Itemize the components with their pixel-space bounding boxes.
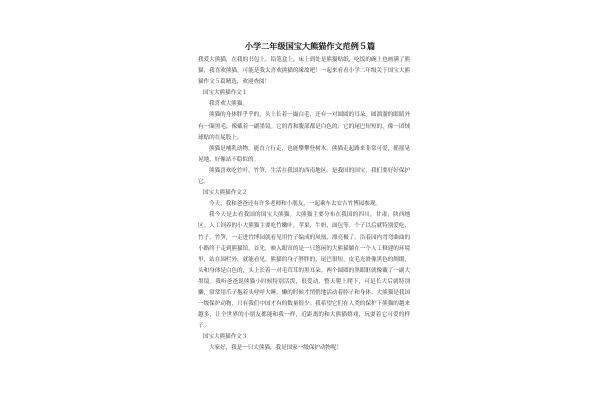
section-heading: 国宝大熊猫作文１ <box>203 90 248 97</box>
paragraph: 大家好，我是一只大熊猫，我是国家一级保护动物呢！ <box>209 345 343 352</box>
section-heading: 国宝大熊猫作文２ <box>203 190 248 197</box>
document-page <box>198 36 410 355</box>
paragraph: 我喜欢大熊猫。 <box>209 101 248 108</box>
paragraph: 熊猫是哺乳动物，能直立行走，也能攀攀登树木。熊猫走起路来非常可爱，摇摇晃晃地，好像站不稳似的。 <box>198 145 410 163</box>
document-title: 小学二年级国宝大熊猫作文范例５篇 <box>244 41 376 51</box>
document-body <box>198 55 410 355</box>
paragraph: 今天，我和爸爸还有许多老师和小朋友，一起乘车去安吉竹博园参观。 <box>209 201 381 208</box>
section-heading: 国宝大熊猫作文３ <box>203 334 248 341</box>
paragraph: 熊猫喜欢吃竹叶，竹笋，生活在我国的西南地区。是我国的国宝，我们要好好保护它。 <box>198 167 410 186</box>
paragraph: 我爱大熊猫，在我的书包上，铅笔盒上，床上到处是熊猫贴纸，吃饭的碗上也画满了熊猫，我喜欢熊猫。可能是我太喜欢熊猫的缘故吧！一起来看看小学二年级关于国宝大熊猫作文５篇精选，欢迎查阅！ <box>198 57 410 86</box>
paragraph: 我今天是去看我国的国宝大熊猫。大熊猫主要分布在我国的四川，甘肃，陕西地区。人工饲养的小大熊猫主要吃竹嫩叶。苹果，牛奶，面包等。个子以后就特别爱吃，竹子，竹笋，一走进竹博园就看见用竹子编成的凤凰，漂亮极了。沿着园内弯弯曲曲的小路终于走到熊猫馆。首先，映入眼帘的是一只悠闲的大熊猫躺在一个人工修建的环境里，站在围栏外，就能看见，熊猫的身子胖胖的，尾巴很短，皮毛光滑像黑色的绸缎，头和身体是白色的，头上长着一对毛茸茸的黑耳朵。两个圆圆的黑眼眶就像戴了一副大墨镜。我听爸爸说熊猫小时候特别活泼，很爱动，整天爬上爬下，可是长大后就特别懒，常常用爪子抱着头呼呼大睡，懒的时候才悄悄地活动着脖子和身体。大熊猫是我国一级保护动物，只有我们中国才有的数量很少。我希望它们在人类的保护下熊猫的越来越多，让全世界的小朋友都能和我一样，近距离的和大熊猫嬉戏，玩耍着它可爱的样子。 <box>198 212 410 330</box>
paragraph: 熊猫的身体胖乎乎的，头上长着一撮白毛，还有一对圆圆的耳朵。圆溜溜的眼睛外有一圈黑毛，像戴着一副墨镜。它的背和腹部都是白色的；它的尾巴短短的，像一团绒球贴的在屁股上。 <box>198 112 410 141</box>
